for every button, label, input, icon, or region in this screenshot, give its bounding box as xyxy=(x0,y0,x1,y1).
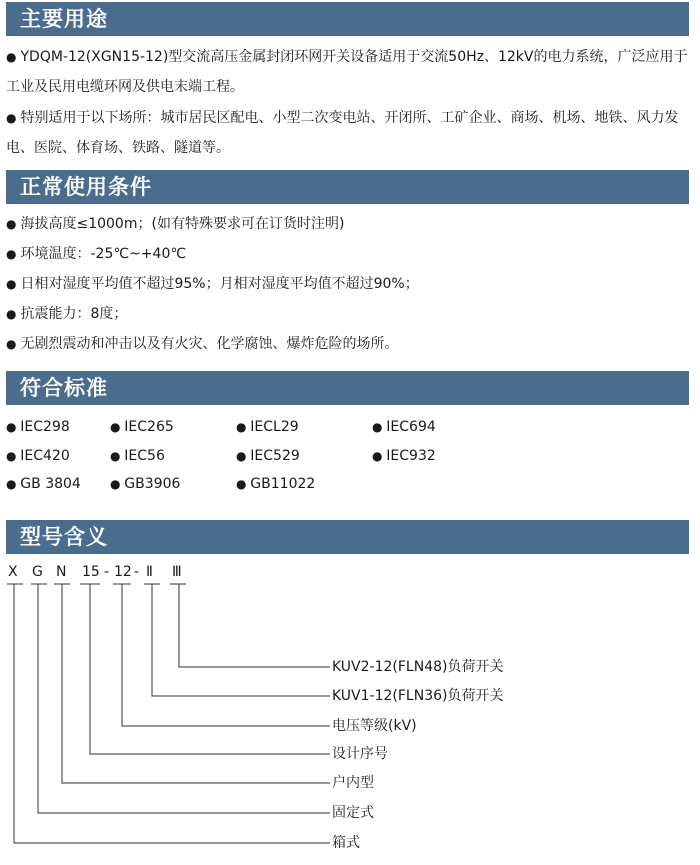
model-desc-design-no: 设计序号 xyxy=(332,746,388,762)
model-desc-indoor: 户内型 xyxy=(332,775,374,791)
usage-paragraph-1: ● YDQM-12(XGN15-12)型交流高压金属封闭环网开关设备适用于交流50Hz、12kV的电力系统，广泛应用于工业及民用电缆环网及供电末端工程。 xyxy=(6,42,690,102)
model-desc-box: 箱式 xyxy=(332,835,360,851)
standard-item: ● IEC932 xyxy=(372,446,436,466)
model-desc-kuv1: KUV1-12(FLN36)负荷开关 xyxy=(332,688,504,704)
standard-item: ● IEC56 xyxy=(110,446,165,466)
model-code-iii: Ⅲ xyxy=(172,564,182,580)
model-code-x: X xyxy=(8,564,18,580)
standard-item: ● IEC298 xyxy=(6,417,70,437)
model-code-12: 12 xyxy=(114,564,132,580)
model-code-ii: Ⅱ xyxy=(146,564,153,580)
model-desc-kuv2: KUV2-12(FLN48)负荷开关 xyxy=(332,659,504,675)
model-desc-voltage: 电压等级(kV) xyxy=(332,718,417,734)
condition-item-environment: ● 无剧烈震动和冲击以及有火灾、化学腐蚀、爆炸危险的场所。 xyxy=(6,334,398,354)
standard-item: ● GB11022 xyxy=(236,474,315,494)
condition-item-temperature: ● 环境温度：-25℃~+40℃ xyxy=(6,244,186,264)
usage-paragraph-2: ● 特别适用于以下场所：城市居民区配电、小型二次变电站、开闭所、工矿企业、商场、机场、地铁、风力发电、医院、体育场、铁路、隧道等。 xyxy=(6,103,690,163)
condition-item-seismic: ● 抗震能力：8度； xyxy=(6,304,127,324)
standard-item: ● IEC529 xyxy=(236,446,300,466)
model-code-dash: - xyxy=(134,564,140,580)
standard-item: ● IECL29 xyxy=(236,417,299,437)
section-title-standards: 符合标准 xyxy=(6,371,689,405)
standard-item: ● IEC420 xyxy=(6,446,70,466)
model-code-g: G xyxy=(32,564,43,580)
standard-item: ● GB3906 xyxy=(110,474,180,494)
section-title-conditions: 正常使用条件 xyxy=(6,170,689,204)
condition-item-altitude: ● 海拔高度≤1000m；(如有特殊要求可在订货时注明) xyxy=(6,214,344,234)
section-title-usage: 主要用途 xyxy=(6,2,689,36)
standard-item: ● IEC265 xyxy=(110,417,174,437)
standard-item: ● IEC694 xyxy=(372,417,436,437)
model-desc-fixed: 固定式 xyxy=(332,805,374,821)
standard-item: ● GB 3804 xyxy=(6,474,81,494)
model-code-dash: - xyxy=(104,564,110,580)
model-code-n: N xyxy=(56,564,67,580)
section-title-model: 型号含义 xyxy=(6,520,689,554)
condition-item-humidity: ● 日相对湿度平均值不超过95%；月相对湿度平均值不超过90%； xyxy=(6,274,419,294)
model-code-15: 15 xyxy=(82,564,100,580)
